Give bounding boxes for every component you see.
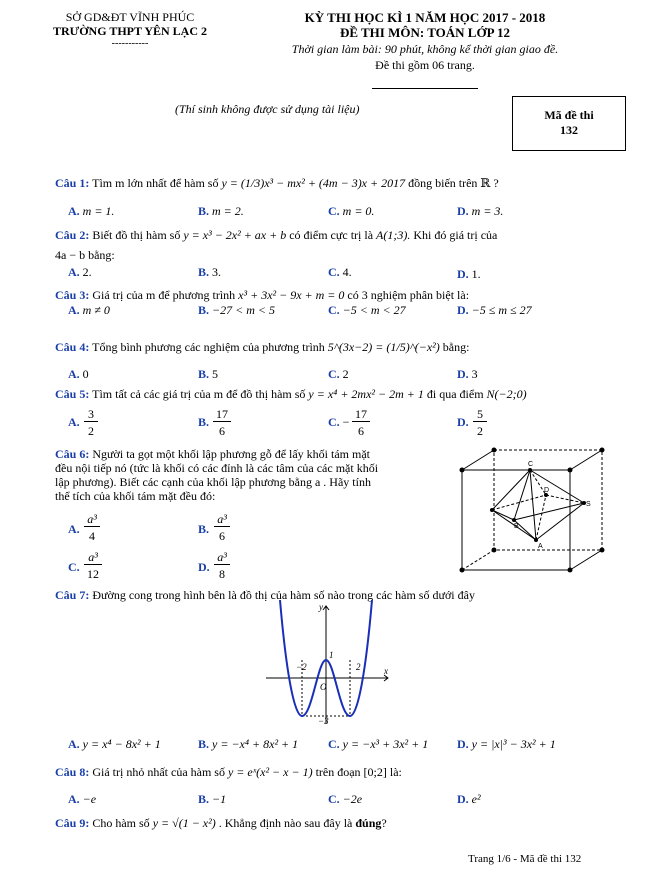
- q8-d-letter: D.: [457, 792, 469, 806]
- cube-octahedron-figure: [452, 440, 612, 580]
- q8-a-text: −e: [82, 792, 97, 806]
- q7-d-text: y = |x|³ − 3x² + 1: [471, 737, 556, 751]
- q4-a-letter: A.: [68, 367, 80, 381]
- q3-text-a: Giá trị của m để phương trình: [92, 288, 236, 302]
- q6-a-letter: A.: [68, 522, 80, 536]
- q6-line-3: lập phương). Biết các cạnh của khối lập phương bằng a . Hãy tính: [55, 475, 371, 489]
- q5-label: Câu 5:: [55, 387, 90, 401]
- school-name: TRƯỜNG THPT YÊN LẠC 2: [52, 24, 208, 38]
- q4-text-b: bằng:: [442, 340, 470, 354]
- q6-c-letter: C.: [68, 560, 80, 574]
- q4-option-d[interactable]: [457, 367, 478, 382]
- q6-d-letter: D.: [198, 560, 210, 574]
- q7-option-a[interactable]: [68, 737, 161, 752]
- q2-a-letter: A.: [68, 265, 80, 279]
- q8-text-c: là:: [389, 765, 402, 779]
- q5-option-d[interactable]: [457, 415, 469, 430]
- exam-pages: Đề thi gồm 06 trang.: [375, 58, 475, 72]
- q9-bold: đúng: [355, 816, 382, 830]
- q7-c-text: y = −x³ + 3x² + 1: [342, 737, 429, 751]
- q5-b-den: 6: [219, 424, 225, 438]
- question-9: [55, 816, 387, 831]
- graph-label-neg3: −3: [318, 716, 329, 726]
- q1-label: Câu 1:: [55, 176, 90, 190]
- q6-option-d[interactable]: [198, 560, 210, 575]
- q3-formula: x³ + 3x² − 9x + m = 0: [238, 288, 345, 302]
- q5-option-c[interactable]: [328, 415, 349, 430]
- q2-label: Câu 2:: [55, 228, 90, 242]
- vertex-label-s: S: [586, 501, 591, 508]
- q6-a-den: 4: [89, 529, 95, 543]
- q3-option-a[interactable]: [68, 303, 110, 318]
- q8-b-text: −1: [212, 792, 227, 806]
- dept-name: SỞ GD&ĐT VĨNH PHÚC: [65, 10, 195, 24]
- q1-text-b: đồng biến trên ℝ ?: [408, 176, 499, 190]
- q8-option-a[interactable]: [68, 792, 96, 807]
- q2-option-b[interactable]: [198, 265, 221, 280]
- q5-b-num: 17: [213, 407, 231, 422]
- q9-text-c: ?: [381, 816, 387, 830]
- q6-label: Câu 6:: [55, 447, 90, 461]
- q3-option-b[interactable]: [198, 303, 275, 318]
- q5-a-letter: A.: [68, 415, 80, 429]
- q1-text-a: Tìm m lớn nhất để hàm số: [92, 176, 219, 190]
- q4-d-text: 3: [471, 367, 478, 381]
- graph-label-y: y: [319, 602, 323, 612]
- q1-d-letter: D.: [457, 204, 469, 218]
- q4-option-a[interactable]: [68, 367, 89, 382]
- q6-option-b[interactable]: [198, 522, 209, 537]
- q1-b-letter: B.: [198, 204, 210, 218]
- q3-d-text: −5 ≤ m ≤ 27: [471, 303, 532, 317]
- q5-c-num: 17: [352, 407, 370, 422]
- q8-d-text: e²: [471, 792, 481, 806]
- q2-b-text: 3.: [212, 265, 222, 279]
- q8-option-d[interactable]: [457, 792, 481, 807]
- q5-option-b[interactable]: [198, 415, 209, 430]
- q7-option-d[interactable]: [457, 737, 556, 752]
- q3-text-b: có 3 nghiệm phân biệt là:: [347, 288, 470, 302]
- q7-label: Câu 7:: [55, 588, 90, 602]
- q2-line2: 4a − b bằng:: [55, 248, 115, 262]
- q4-b-letter: B.: [198, 367, 210, 381]
- q5-b-letter: B.: [198, 415, 210, 429]
- q8-interval: [0;2]: [363, 765, 387, 779]
- question-1: [55, 176, 499, 191]
- q6-b-den: 6: [219, 529, 225, 543]
- q2-d-letter: D.: [457, 267, 469, 281]
- q4-d-letter: D.: [457, 367, 469, 381]
- q2-b-letter: B.: [198, 265, 210, 279]
- vertex-label-c: C: [528, 461, 534, 468]
- q4-b-text: 5: [212, 367, 219, 381]
- exam-subject: ĐỀ THI MÔN: TOÁN LỚP 12: [339, 25, 511, 40]
- q2-a-text: 2.: [82, 265, 92, 279]
- q3-d-letter: D.: [457, 303, 469, 317]
- q1-c-text: m = 0.: [342, 204, 375, 218]
- q5-c-sign: −: [342, 415, 350, 429]
- q3-option-c[interactable]: [328, 303, 406, 318]
- q9-text-a: Cho hàm số: [92, 816, 150, 830]
- page-footer: Trang 1/6 - Mã đề thi 132: [468, 853, 582, 865]
- q6-c-num: a³: [84, 550, 102, 565]
- q8-label: Câu 8:: [55, 765, 90, 779]
- q3-b-letter: B.: [198, 303, 210, 317]
- q3-a-letter: A.: [68, 303, 80, 317]
- q1-b-text: m = 2.: [212, 204, 244, 218]
- q6-d-num: a³: [214, 550, 230, 565]
- q1-formula: y = (1/3)x³ − mx² + (4m − 3)x + 2017: [221, 176, 406, 190]
- question-8: [55, 765, 402, 780]
- question-5: [55, 387, 527, 402]
- exam-code-value: 132: [560, 123, 578, 137]
- q5-a-num: 3: [84, 407, 98, 422]
- q2-option-c[interactable]: [328, 265, 352, 280]
- q2-text-a: Biết đồ thị hàm số: [92, 228, 181, 242]
- question-3: [55, 288, 469, 303]
- q8-formula: y = eˣ(x² − x − 1): [227, 765, 313, 779]
- q8-text-a: Giá trị nhỏ nhất của hàm số: [92, 765, 225, 779]
- q2-c-text: 4.: [342, 265, 352, 279]
- q5-d-num: 5: [473, 407, 487, 422]
- q4-a-text: 0: [82, 367, 89, 381]
- q5-option-a[interactable]: [68, 415, 80, 430]
- q6-option-c[interactable]: [68, 560, 80, 575]
- q8-option-c[interactable]: [328, 792, 362, 807]
- q1-option-b[interactable]: [198, 204, 244, 219]
- graph-label-pos2: 2: [356, 662, 361, 672]
- vertex-label-b: B: [514, 523, 519, 530]
- q1-a-letter: A.: [68, 204, 80, 218]
- q4-c-letter: C.: [328, 367, 340, 381]
- q6-line-4: thể tích của khối tám mặt đều đó:: [55, 489, 216, 503]
- q7-a-letter: A.: [68, 737, 80, 751]
- q5-c-den: 6: [358, 424, 364, 438]
- q7-text: Đường cong trong hình bên là đồ thị của hàm số nào trong các hàm số dưới đây: [92, 588, 475, 602]
- q5-c-letter: C.: [328, 415, 340, 429]
- q6-line-2: đều nội tiếp nó (tức là khối có các đỉnh là các tâm của các mặt khối: [55, 461, 379, 475]
- q5-formula: y = x⁴ + 2mx² − 2m + 1: [308, 387, 424, 401]
- q2-point: A(1;3).: [376, 228, 411, 242]
- q7-option-b[interactable]: [198, 737, 298, 752]
- left-divider: -----------: [111, 38, 149, 49]
- exam-note: (Thí sinh không được sử dụng tài liệu): [175, 102, 360, 116]
- q9-label: Câu 9:: [55, 816, 90, 830]
- q8-option-b[interactable]: [198, 792, 226, 807]
- q5-d-letter: D.: [457, 415, 469, 429]
- q5-point: N(−2;0): [486, 387, 527, 401]
- q9-text-b: . Khẳng định nào sau đây là: [218, 816, 353, 830]
- exam-title: KỲ THI HỌC KÌ 1 NĂM HỌC 2017 - 2018: [304, 10, 546, 25]
- q7-graph: [262, 600, 392, 728]
- q1-a-text: m = 1.: [82, 204, 115, 218]
- q7-c-letter: C.: [328, 737, 340, 751]
- q4-text-a: Tổng bình phương các nghiệm của phương trình: [92, 340, 325, 354]
- q1-c-letter: C.: [328, 204, 340, 218]
- q5-a-den: 2: [88, 424, 94, 438]
- q7-d-letter: D.: [457, 737, 469, 751]
- q3-c-letter: C.: [328, 303, 340, 317]
- exam-time: Thời gian làm bài: 90 phút, không kể thời gian giao đề.: [291, 42, 559, 56]
- q3-a-text: m ≠ 0: [82, 303, 110, 317]
- q7-option-c[interactable]: [328, 737, 428, 752]
- exam-code-box: [512, 96, 626, 151]
- q5-d-den: 2: [477, 424, 483, 438]
- header-rule: [372, 88, 478, 89]
- q8-c-text: −2e: [342, 792, 363, 806]
- q1-option-d[interactable]: [457, 204, 503, 219]
- q4-label: Câu 4:: [55, 340, 90, 354]
- q8-b-letter: B.: [198, 792, 210, 806]
- question-2: [55, 228, 497, 243]
- q7-a-text: y = x⁴ − 8x² + 1: [82, 737, 161, 751]
- q3-label: Câu 3:: [55, 288, 90, 302]
- q2-text-b: có điểm cực trị là: [289, 228, 374, 242]
- q4-option-c[interactable]: [328, 367, 349, 382]
- q1-d-text: m = 3.: [471, 204, 504, 218]
- q6-line-1: Người ta gọt một khối lập phương gỗ để lấy khối tám mặt: [92, 447, 371, 461]
- q3-b-text: −27 < m < 5: [212, 303, 275, 317]
- q4-formula: 5^(3x−2) = (1/5)^(−x²): [327, 340, 440, 354]
- q3-option-d[interactable]: [457, 303, 532, 318]
- q6-b-letter: B.: [198, 522, 210, 536]
- q2-option-d[interactable]: [457, 267, 481, 282]
- q5-text-a: Tìm tất cả các giá trị của m để đồ thị hàm số: [92, 387, 306, 401]
- exam-code-label: Mã đề thi: [544, 108, 594, 122]
- cube-back-face: [494, 450, 602, 550]
- question-4: [55, 340, 469, 355]
- q4-option-b[interactable]: [198, 367, 218, 382]
- q6-option-a[interactable]: [68, 522, 80, 537]
- q8-c-letter: C.: [328, 792, 340, 806]
- q2-option-a[interactable]: [68, 265, 92, 280]
- q8-text-b: trên đoạn: [315, 765, 361, 779]
- q1-option-a[interactable]: [68, 204, 114, 219]
- q2-c-letter: C.: [328, 265, 340, 279]
- q6-c-den: 12: [87, 567, 99, 581]
- q8-a-letter: A.: [68, 792, 80, 806]
- q6-a-num: a³: [84, 512, 100, 527]
- q5-text-b: đi qua điểm: [426, 387, 484, 401]
- q7-b-text: y = −x⁴ + 8x² + 1: [212, 737, 299, 751]
- vertex-label-d: D: [544, 487, 550, 494]
- q1-option-c[interactable]: [328, 204, 374, 219]
- q6-b-num: a³: [214, 512, 230, 527]
- q6-d-den: 8: [219, 567, 225, 581]
- q2-formula: y = x³ − 2x² + ax + b: [183, 228, 287, 242]
- vertex-label-a: A: [538, 543, 543, 550]
- q2-d-text: 1.: [471, 267, 481, 281]
- graph-label-x: x: [384, 666, 388, 676]
- q7-b-letter: B.: [198, 737, 210, 751]
- graph-label-o: O: [320, 682, 327, 692]
- q9-formula: y = √(1 − x²): [152, 816, 216, 830]
- q2-text-c: Khi đó giá trị của: [413, 228, 498, 242]
- question-6: [55, 447, 370, 462]
- graph-label-neg2: −2: [296, 662, 307, 672]
- q3-c-text: −5 < m < 27: [342, 303, 406, 317]
- q4-c-text: 2: [342, 367, 349, 381]
- graph-label-one: 1: [329, 650, 334, 660]
